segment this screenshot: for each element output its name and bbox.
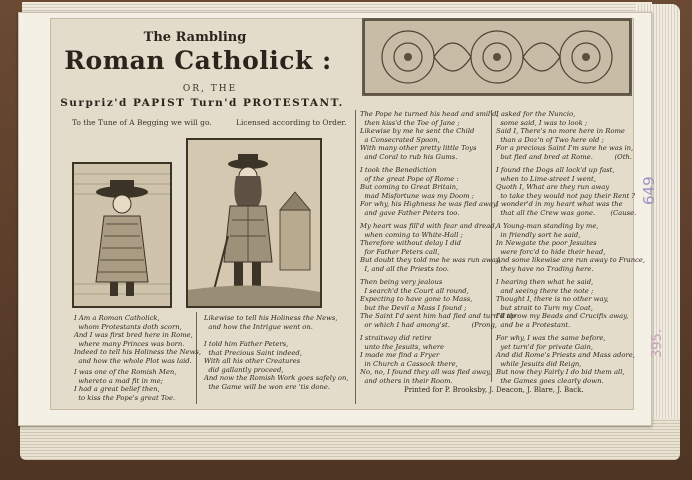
verse-2: I was one of the Romish Men, whereto a mad fit in me; I had a great belief then, to kiss the Pope's great Toe. xyxy=(74,368,177,402)
ballad-title-or: OR, THE xyxy=(182,84,238,94)
woodcut-protestant-figure xyxy=(186,138,322,308)
verse-10: I asked for the Nuncio, some said, I was to look ; Said I, There's no more here in Rome than a Doz'n of Two here old ; For a precious Saint I'm sure he was in, but fled and bred at Rome. (Oth. xyxy=(496,110,634,161)
verse-8: Then being very jealous I search'd the Court all round, Expecting to have gone to Mass, but the Devil a Mass I found ; The Saint I'd sent him had fled and turn'd up or which I had among'st. (Prong, xyxy=(360,278,516,329)
printer-colophon: Printed for P. Brooksby, J. Deacon, J. Blare, J. Back. xyxy=(404,386,584,394)
woodcut-gentleman-icon xyxy=(188,140,320,306)
ballad-title-main: Roman Catholick : xyxy=(64,46,332,75)
floral-ornament-icon xyxy=(363,19,631,95)
verse-7: My heart was fill'd with fear and dread, when coming to White-Hall ; Therefore without delay I did for Father Peters call, But doubt they told me he was run away, I, and all the Priests too. xyxy=(360,222,501,273)
verse-9: I straitway did retire unto the Jesuits, where I made me find a Fryer in Church a Cassock there, No, no, I found they all was fled away, and others in their Room. xyxy=(360,334,492,385)
ballad-subtitle: Surpriz'd PAPIST Turn'd PROTESTANT. xyxy=(60,97,344,109)
verse-3: Likewise to tell his Holiness the News, and how the Intrigue went on. xyxy=(204,314,338,331)
verse-1: I Am a Roman Catholick, whom Protestants doth scorn, And I was first bred here in Rome, where many Princes was born. Indeed to tell his Holiness the News, and how the whole Plot was laid. xyxy=(74,314,202,365)
licence-line: Licensed according to Order. xyxy=(236,118,347,127)
tune-line: To the Tune of A Begging we will go. xyxy=(72,118,212,127)
verse-14: For why, I was the same before, yet turn'd for private Gain, And did Rome's Priests and Mass adore, while Jesuits did Reign, But now they Fairly I do bid them all, the Games goes clearly down. xyxy=(496,334,635,385)
verse-5: The Pope he turned his head and smil'd, then kiss'd the Toe of Jane ; Likewise by me he sent the Child a Consecrated Spoon, With many other pretty little Toys and Coral to rub his Gums. xyxy=(360,110,499,161)
ornamental-border xyxy=(362,18,632,96)
shelfmark: 649 xyxy=(640,176,658,205)
verse-12: A Young-man standing by me, in friendly sort he said, In Newgate the poor Jesuites were forc'd to hide their head, And some likewise are run away to France, they have no Trading here. xyxy=(496,222,646,273)
verse-11: I found the Dogs all lock'd up fast, when to Lime-street I went, Quoth I, What are they run away to take they would not pay their Rent ? I wonder'd in my heart what was the that all the Crew was gone. (Cause. xyxy=(496,166,637,217)
woodcut-figure-icon xyxy=(74,164,170,306)
ballad-title-line1: The Rambling xyxy=(143,30,247,45)
verse-6: I took the Benediction of the great Pope of Rome : But coming to Great Britain, mad Misfortune was my Doom ; For why, his Highness he was fled away, and gave Father Peters too. xyxy=(360,166,499,217)
verse-4: I told him Father Peters, that Precious Saint indeed, With all his other Creatures did gallantly proceed, And now the Romish Work goes safely on, the Game will be won ere 'tis done. xyxy=(204,340,349,391)
column-rule xyxy=(355,110,356,404)
page-number: 395. xyxy=(650,329,665,358)
verse-13: I hearing then what he said, and seeing there the note ; Thought I, there is no other way, but strait to Turn my Coat, I'll throw my Beads and Crucifix away, and be a Protestant. xyxy=(496,278,629,329)
woodcut-catholic-figure xyxy=(72,162,172,308)
